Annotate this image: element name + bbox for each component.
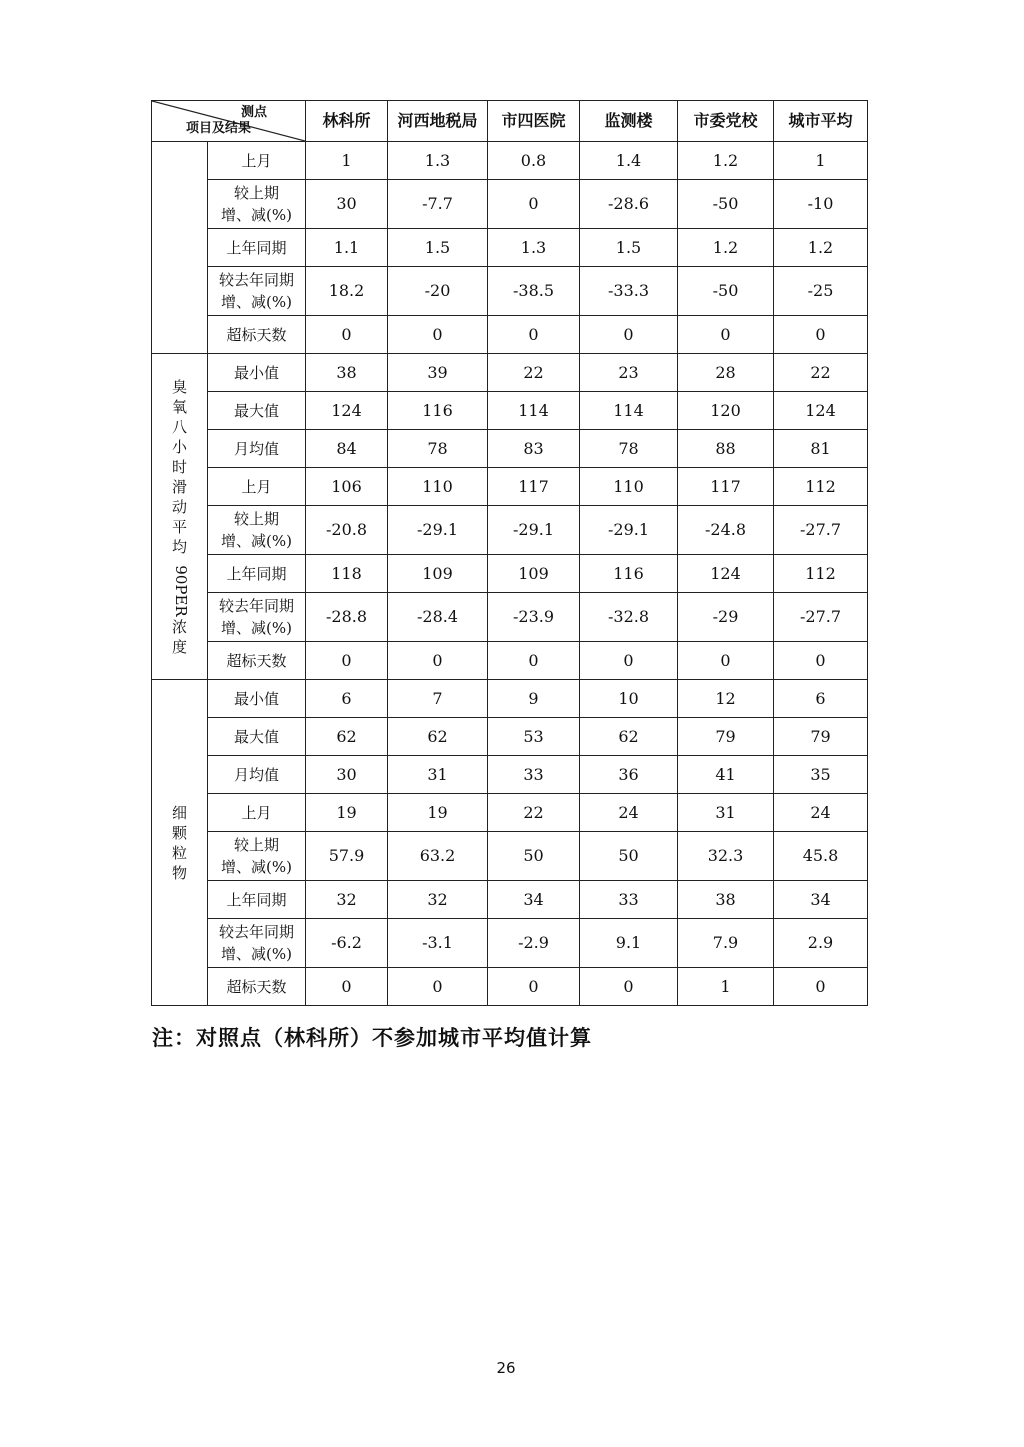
item-label (208, 794, 306, 832)
group-label-rotated: 90PER (171, 564, 190, 617)
value-cell: -2.9 (488, 919, 580, 968)
value-cell: 0 (488, 316, 580, 354)
item-label (208, 881, 306, 919)
value-cell: -29.1 (388, 506, 488, 555)
value-cell: 31 (678, 794, 774, 832)
item-label-line: 最大值 (233, 727, 279, 746)
value-cell: 0 (580, 642, 678, 680)
value-cell: 88 (678, 430, 774, 468)
value-cell: 38 (306, 354, 388, 392)
item-label (208, 430, 306, 468)
station-header: 市四医院 (488, 101, 580, 142)
value-cell: 114 (488, 392, 580, 430)
value-cell: 124 (774, 392, 868, 430)
value-cell: -28.6 (580, 180, 678, 229)
footnote: 注：对照点（林科所）不参加城市平均值计算 (152, 1026, 592, 1050)
value-cell: 1.3 (488, 229, 580, 267)
item-label (208, 718, 306, 756)
item-label-line: 较去年同期 (218, 597, 294, 615)
value-cell: 0 (678, 642, 774, 680)
value-cell: 0 (580, 316, 678, 354)
value-cell: 9.1 (580, 919, 678, 968)
value-cell: -7.7 (388, 180, 488, 229)
value-cell: 32 (388, 881, 488, 919)
value-cell: 18.2 (306, 267, 388, 316)
value-cell: 1.2 (678, 142, 774, 180)
item-label-line: 增、减(%) (221, 945, 292, 963)
value-cell: 2.9 (774, 919, 868, 968)
value-cell: 79 (774, 718, 868, 756)
value-cell: 78 (388, 430, 488, 468)
item-label (208, 968, 306, 1006)
value-cell: 31 (388, 756, 488, 794)
value-cell: 112 (774, 468, 868, 506)
station-header: 监测楼 (580, 101, 678, 142)
table-row (152, 267, 868, 316)
value-cell: 1.1 (306, 229, 388, 267)
value-cell: -24.8 (678, 506, 774, 555)
value-cell: 35 (774, 756, 868, 794)
group-label-char: 动 (171, 497, 187, 516)
station-header: 市委党校 (678, 101, 774, 142)
group-label-char: 颗 (171, 823, 187, 842)
item-label-line: 较上期 (233, 184, 279, 202)
item-label (208, 468, 306, 506)
value-cell: 106 (306, 468, 388, 506)
table-row (152, 316, 868, 354)
value-cell: 110 (580, 468, 678, 506)
header-row (152, 101, 868, 142)
value-cell: -3.1 (388, 919, 488, 968)
group-label-cell (152, 680, 208, 1006)
group-label-char: 浓 (171, 617, 187, 636)
table-row (152, 229, 868, 267)
value-cell: -20.8 (306, 506, 388, 555)
value-cell: 79 (678, 718, 774, 756)
value-cell: 0 (488, 642, 580, 680)
group-label (171, 803, 189, 883)
value-cell: 0.8 (488, 142, 580, 180)
value-cell: 57.9 (306, 832, 388, 881)
item-label (208, 316, 306, 354)
table-row (152, 506, 868, 555)
value-cell: 34 (488, 881, 580, 919)
value-cell: 1.2 (678, 229, 774, 267)
value-cell: 1 (678, 968, 774, 1006)
value-cell: 24 (580, 794, 678, 832)
item-label (208, 642, 306, 680)
value-cell: 110 (388, 468, 488, 506)
item-label-line: 月均值 (233, 439, 279, 458)
value-cell: -38.5 (488, 267, 580, 316)
group-label-char: 粒 (171, 843, 187, 862)
value-cell: 24 (774, 794, 868, 832)
group-label-char: 物 (171, 863, 187, 882)
value-cell: 62 (580, 718, 678, 756)
value-cell: 38 (678, 881, 774, 919)
value-cell: 0 (488, 968, 580, 1006)
value-cell: 1.4 (580, 142, 678, 180)
item-label-line: 上月 (241, 803, 272, 822)
item-label-line: 增、减(%) (221, 619, 292, 637)
table-row (152, 354, 868, 392)
value-cell: 9 (488, 680, 580, 718)
group-label-char: 滑 (171, 477, 187, 496)
value-cell: -28.8 (306, 593, 388, 642)
item-label-line: 上年同期 (226, 564, 287, 583)
value-cell: 0 (678, 316, 774, 354)
value-cell: 120 (678, 392, 774, 430)
value-cell: 109 (388, 555, 488, 593)
value-cell: 0 (306, 642, 388, 680)
table-row (152, 680, 868, 718)
value-cell: -50 (678, 180, 774, 229)
value-cell: 62 (306, 718, 388, 756)
table-row (152, 392, 868, 430)
value-cell: -6.2 (306, 919, 388, 968)
value-cell: 116 (388, 392, 488, 430)
item-label (208, 756, 306, 794)
page-number: 26 (496, 1359, 516, 1377)
diagonal-header-cell (152, 101, 306, 142)
value-cell: 45.8 (774, 832, 868, 881)
value-cell: 41 (678, 756, 774, 794)
value-cell: 0 (388, 316, 488, 354)
station-header: 城市平均 (774, 101, 868, 142)
value-cell: 30 (306, 180, 388, 229)
value-cell: 34 (774, 881, 868, 919)
value-cell: 112 (774, 555, 868, 593)
item-label-line: 较去年同期 (218, 271, 294, 289)
group-label-char: 八 (171, 417, 187, 436)
table-row (152, 468, 868, 506)
value-cell: 116 (580, 555, 678, 593)
item-label-line: 较上期 (233, 510, 279, 528)
table-row (152, 794, 868, 832)
table-row (152, 919, 868, 968)
value-cell: 7 (388, 680, 488, 718)
value-cell: -27.7 (774, 593, 868, 642)
item-label (208, 555, 306, 593)
value-cell: 0 (774, 642, 868, 680)
group-label-cell (152, 142, 208, 354)
value-cell: 33 (488, 756, 580, 794)
value-cell: 118 (306, 555, 388, 593)
value-cell: 124 (678, 555, 774, 593)
value-cell: 32.3 (678, 832, 774, 881)
table-row (152, 555, 868, 593)
table-row (152, 593, 868, 642)
value-cell: -29 (678, 593, 774, 642)
group-label-char: 度 (171, 637, 187, 656)
value-cell: 124 (306, 392, 388, 430)
item-label-line: 月均值 (233, 765, 279, 784)
value-cell: 0 (774, 968, 868, 1006)
item-label (208, 392, 306, 430)
group-label-char: 均 (171, 537, 187, 556)
item-label-line: 最小值 (233, 689, 279, 708)
station-header: 林科所 (306, 101, 388, 142)
table-row (152, 180, 868, 229)
group-label-char: 小 (171, 437, 187, 456)
item-label (208, 142, 306, 180)
value-cell: 28 (678, 354, 774, 392)
item-label-line: 最大值 (233, 401, 279, 420)
group-label-char: 平 (171, 517, 187, 536)
value-cell: 22 (774, 354, 868, 392)
value-cell: 0 (388, 642, 488, 680)
item-label-line: 较上期 (233, 836, 279, 854)
value-cell: -20 (388, 267, 488, 316)
table-row (152, 642, 868, 680)
item-label-line: 增、减(%) (221, 858, 292, 876)
value-cell: -29.1 (580, 506, 678, 555)
table-row (152, 968, 868, 1006)
table-row (152, 142, 868, 180)
group-label-char: 时 (171, 457, 187, 476)
value-cell: 7.9 (678, 919, 774, 968)
value-cell: 39 (388, 354, 488, 392)
table-row (152, 756, 868, 794)
value-cell: 0 (488, 180, 580, 229)
value-cell: 1.5 (388, 229, 488, 267)
value-cell: 53 (488, 718, 580, 756)
value-cell: 0 (580, 968, 678, 1006)
value-cell: -32.8 (580, 593, 678, 642)
item-label (208, 267, 306, 316)
item-label-line: 最小值 (233, 363, 279, 382)
value-cell: 22 (488, 794, 580, 832)
value-cell: 78 (580, 430, 678, 468)
value-cell: -29.1 (488, 506, 580, 555)
value-cell: 81 (774, 430, 868, 468)
item-label-line: 超标天数 (226, 325, 287, 344)
value-cell: -33.3 (580, 267, 678, 316)
value-cell: 22 (488, 354, 580, 392)
item-label-line: 增、减(%) (221, 206, 292, 224)
item-label (208, 832, 306, 881)
value-cell: 1.2 (774, 229, 868, 267)
value-cell: 30 (306, 756, 388, 794)
item-label-line: 超标天数 (226, 651, 287, 670)
value-cell: 6 (306, 680, 388, 718)
table-row (152, 718, 868, 756)
item-label-line: 增、减(%) (221, 293, 292, 311)
value-cell: -50 (678, 267, 774, 316)
value-cell: 50 (580, 832, 678, 881)
group-label-char: 臭 (171, 377, 187, 396)
table-row (152, 832, 868, 881)
item-label-line: 超标天数 (226, 977, 287, 996)
group-label (171, 377, 189, 657)
value-cell: 32 (306, 881, 388, 919)
value-cell: -25 (774, 267, 868, 316)
item-label (208, 180, 306, 229)
value-cell: 36 (580, 756, 678, 794)
item-label (208, 593, 306, 642)
group-label-char: 氧 (171, 397, 187, 416)
item-label-line: 上年同期 (226, 890, 287, 909)
item-label-line: 较去年同期 (218, 923, 294, 941)
value-cell: 33 (580, 881, 678, 919)
item-label (208, 506, 306, 555)
value-cell: 84 (306, 430, 388, 468)
value-cell: -10 (774, 180, 868, 229)
value-cell: 109 (488, 555, 580, 593)
value-cell: 1.3 (388, 142, 488, 180)
value-cell: 12 (678, 680, 774, 718)
value-cell: 1 (774, 142, 868, 180)
value-cell: 0 (774, 316, 868, 354)
value-cell: -28.4 (388, 593, 488, 642)
value-cell: 10 (580, 680, 678, 718)
value-cell: 6 (774, 680, 868, 718)
value-cell: 62 (388, 718, 488, 756)
value-cell: 19 (388, 794, 488, 832)
item-label-line: 上月 (241, 477, 272, 496)
group-label-cell (152, 354, 208, 680)
value-cell: 83 (488, 430, 580, 468)
item-label-line: 增、减(%) (221, 532, 292, 550)
value-cell: 117 (488, 468, 580, 506)
value-cell: 1.5 (580, 229, 678, 267)
value-cell: 50 (488, 832, 580, 881)
group-label-char: 细 (171, 803, 187, 822)
item-label (208, 680, 306, 718)
air-quality-table (151, 100, 868, 1006)
value-cell: 0 (306, 316, 388, 354)
table-row (152, 430, 868, 468)
station-header: 河西地税局 (388, 101, 488, 142)
value-cell: -23.9 (488, 593, 580, 642)
corner-label-items: 项目及结果 (186, 121, 252, 136)
corner-label-stations: 测点 (240, 105, 267, 120)
item-label-line: 上年同期 (226, 238, 287, 257)
value-cell: 117 (678, 468, 774, 506)
value-cell: 19 (306, 794, 388, 832)
item-label (208, 919, 306, 968)
value-cell: 63.2 (388, 832, 488, 881)
value-cell: 0 (306, 968, 388, 1006)
table-row (152, 881, 868, 919)
value-cell: 1 (306, 142, 388, 180)
value-cell: -27.7 (774, 506, 868, 555)
item-label (208, 229, 306, 267)
value-cell: 23 (580, 354, 678, 392)
value-cell: 0 (388, 968, 488, 1006)
value-cell: 114 (580, 392, 678, 430)
item-label (208, 354, 306, 392)
item-label-line: 上月 (241, 151, 272, 170)
